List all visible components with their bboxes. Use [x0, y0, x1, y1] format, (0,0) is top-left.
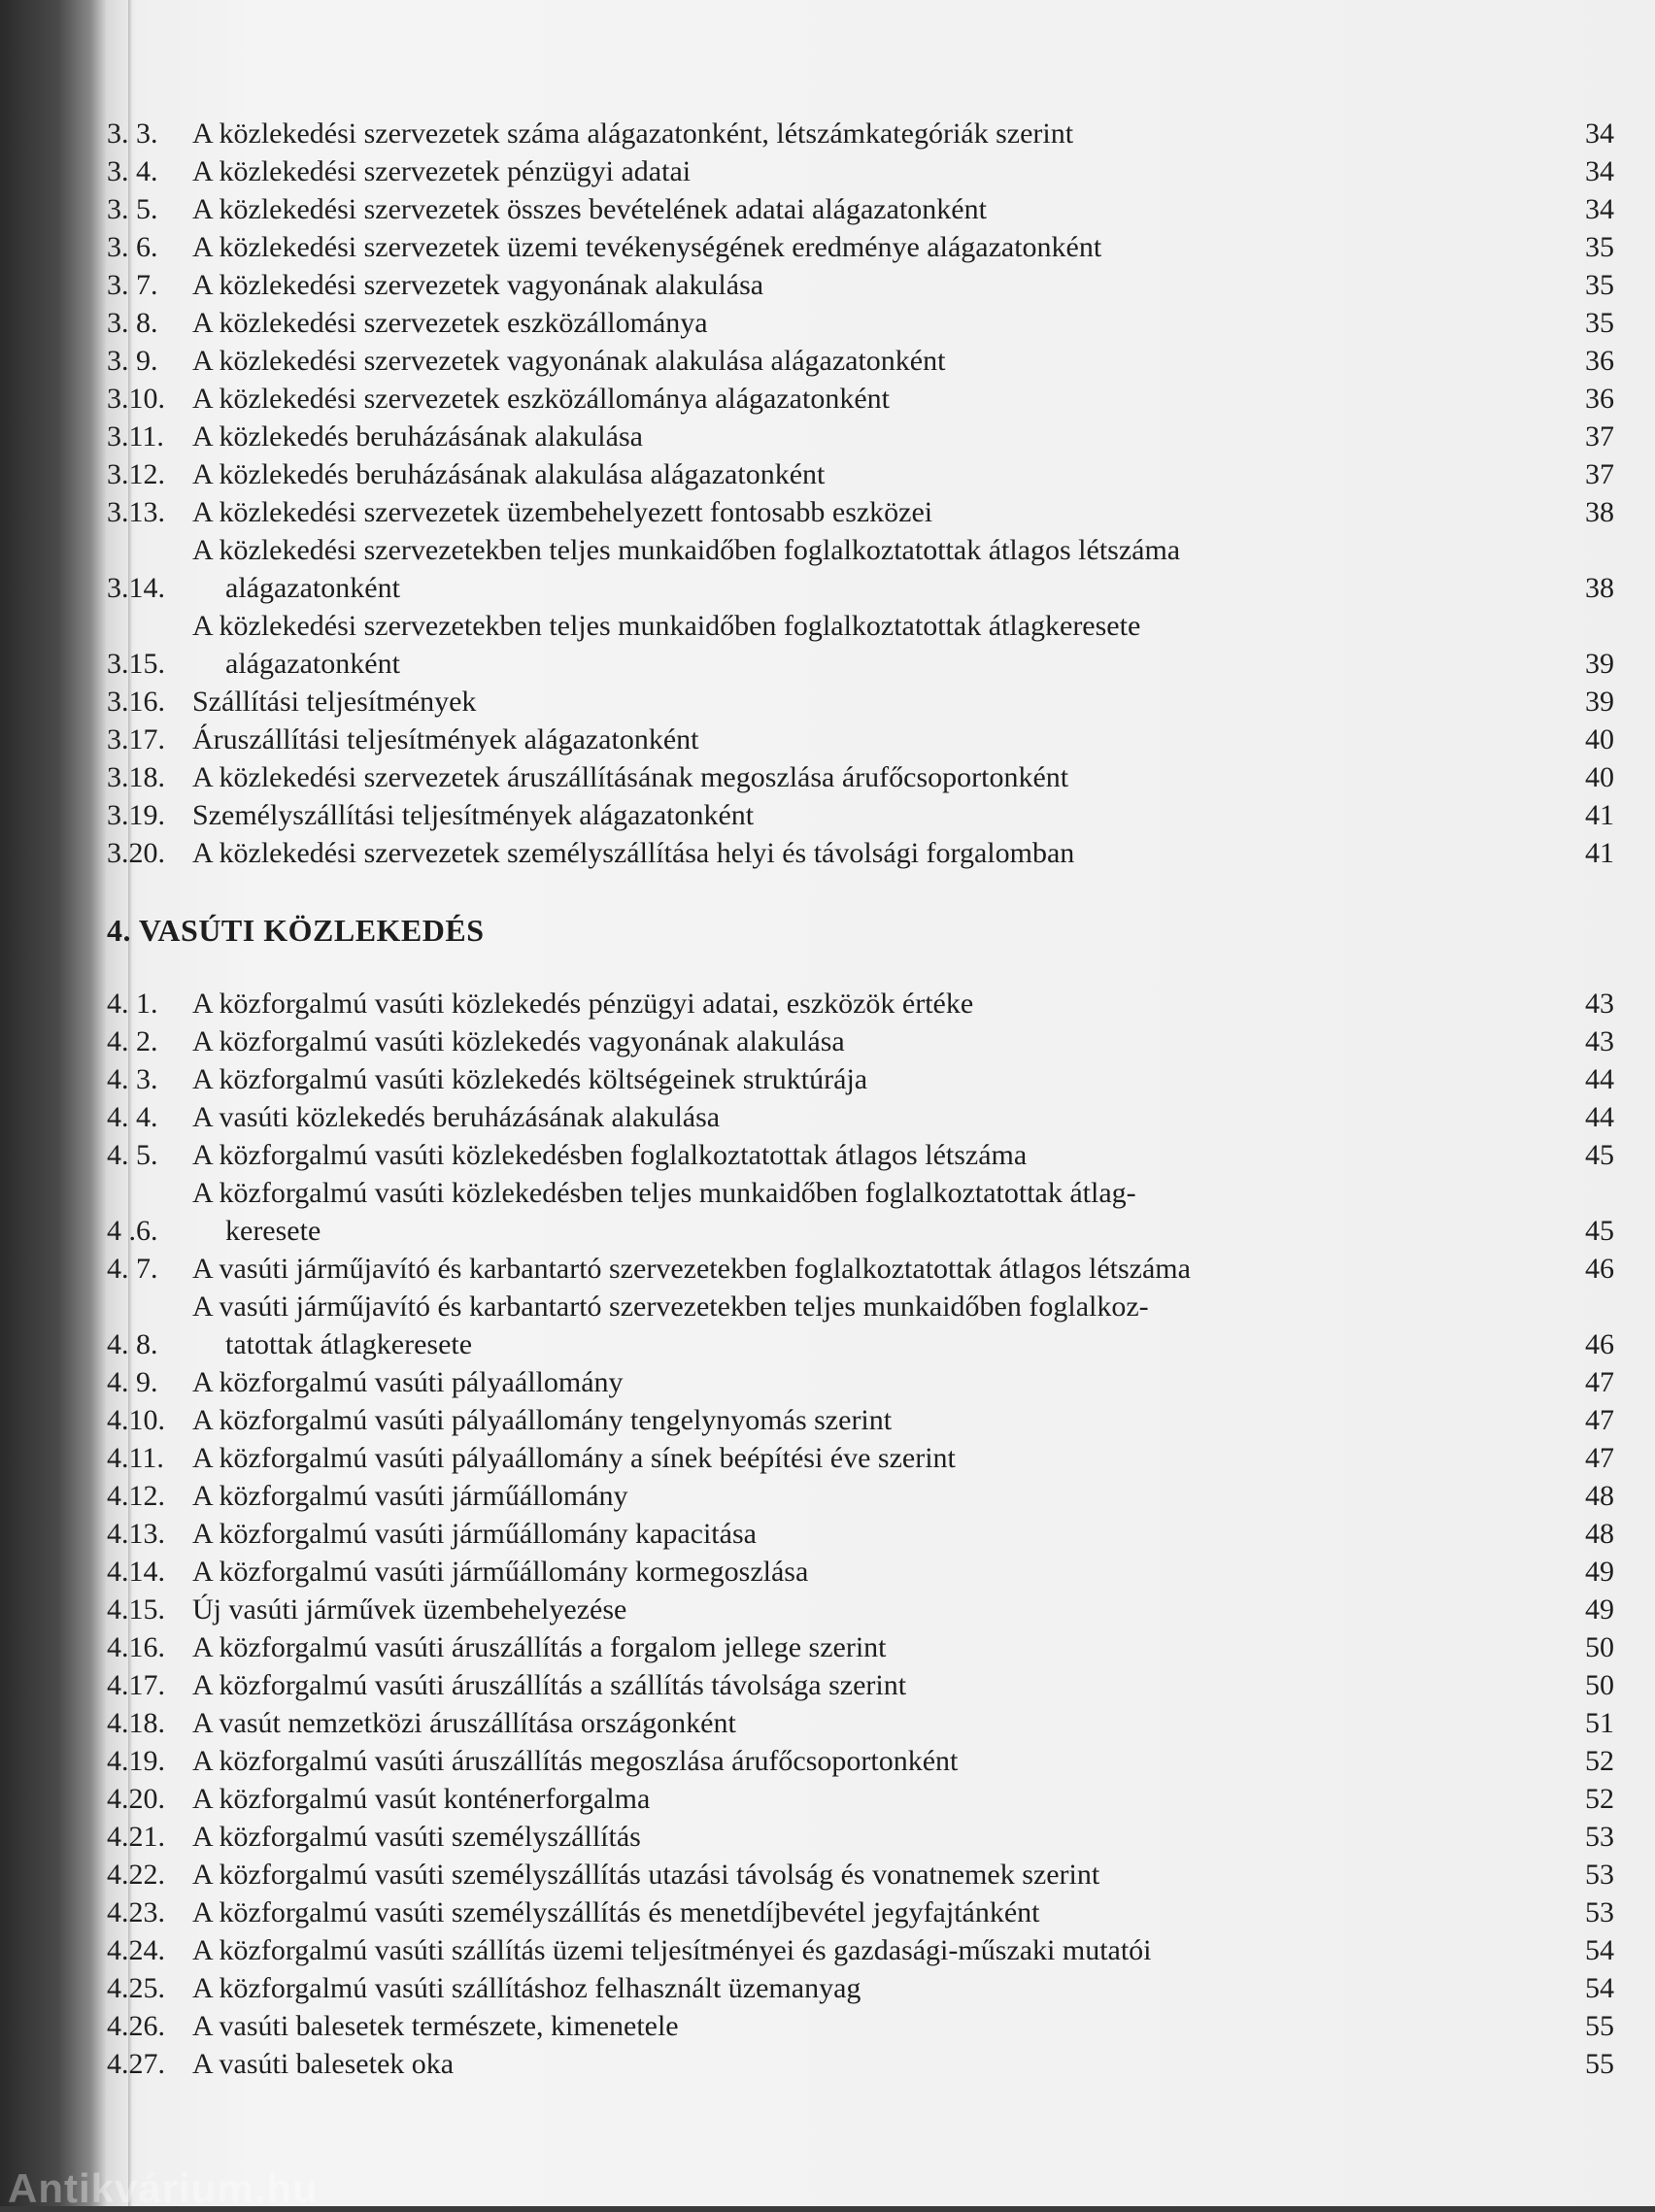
toc-entry-page: 47: [1585, 1442, 1614, 1474]
toc-entry-number: 4.17.: [107, 1669, 165, 1701]
toc-entry-title: [192, 342, 1556, 380]
toc-entry-number: 4. 3.: [107, 1063, 158, 1095]
toc-entry-title: [192, 1931, 1556, 1969]
toc-entry-title-text: A közlekedési szervezetek üzemi tevékenységének eredménye alágazatonként: [192, 231, 1102, 263]
toc-entry-title: [192, 1628, 1556, 1666]
toc-entry-number: 4.19.: [107, 1745, 165, 1777]
toc-entry-number: 4.22.: [107, 1859, 165, 1891]
toc-entry-title-text: A közlekedési szervezetek üzembehelyezett fontosabb eszközei: [192, 496, 933, 528]
toc-entry: [107, 152, 1614, 190]
toc-entry-title-text: A közforgalmú vasúti járműállomány: [192, 1480, 628, 1512]
toc-entry-title-text: A közlekedési szervezetek pénzügyi adatai: [192, 155, 692, 187]
toc-entry-title-continuation: alágazatonként: [225, 648, 400, 680]
toc-entry: [107, 607, 1614, 683]
toc-entry-title-text: A közforgalmú vasúti közlekedés vagyonának alakulása: [192, 1025, 845, 1057]
toc-entry-page: 41: [1585, 799, 1614, 831]
toc-entry-number: 3.10.: [107, 383, 165, 415]
toc-entry: [107, 1401, 1614, 1439]
toc-entry-title: [192, 985, 1556, 1022]
toc-entry-page: 55: [1585, 2010, 1614, 2042]
toc-entry: [107, 228, 1614, 266]
toc-entry: [107, 1704, 1614, 1742]
toc-section-4: [107, 985, 1614, 2083]
toc-entry-title: [192, 1401, 1556, 1439]
toc-entry-number: 3. 5.: [107, 193, 158, 225]
toc-entry-title: [192, 1174, 1556, 1250]
toc-entry-title-text: A vasúti járműjavító és karbantartó szervezetekben teljes munkaidőben foglalkoz-: [192, 1290, 1149, 1323]
toc-entry: [107, 380, 1614, 418]
toc-entry-title-text: A közforgalmú vasúti járműállomány kormegoszlása: [192, 1556, 809, 1588]
toc-entry: [107, 1591, 1614, 1628]
toc-entry-title-text: A közlekedés beruházásának alakulása: [192, 420, 643, 452]
toc-entry-number: 4. 9.: [107, 1366, 158, 1398]
toc-entry-title: [192, 1098, 1556, 1136]
toc-entry-number: 4. 2.: [107, 1025, 158, 1057]
toc-entry-title-text: A vasúti balesetek természete, kimenetele: [192, 2010, 679, 2042]
toc-entry: [107, 115, 1614, 152]
toc-entry: [107, 1174, 1614, 1250]
toc-entry-title-text: A közlekedési szervezetek összes bevételének adatai alágazatonként: [192, 193, 987, 225]
toc-entry-page: 50: [1585, 1631, 1614, 1663]
toc-entry: [107, 758, 1614, 796]
toc-entry-title: [192, 493, 1556, 531]
toc-entry-title: [192, 796, 1556, 834]
toc-entry-title: [192, 1856, 1556, 1894]
toc-entry-title: [192, 2007, 1556, 2045]
toc-entry-title: [192, 531, 1556, 607]
toc-entry-number: 4.16.: [107, 1631, 165, 1663]
toc-entry: [107, 1931, 1614, 1969]
toc-entry-title-text: A vasúti balesetek oka: [192, 2048, 455, 2080]
toc-entry: [107, 1098, 1614, 1136]
toc-entry-title-text: A közforgalmú vasúti szállításhoz felhasznált üzemanyag: [192, 1972, 861, 2004]
toc-entry-title: [192, 228, 1556, 266]
toc-entry-page: 47: [1585, 1366, 1614, 1398]
toc-entry-title: [192, 1704, 1556, 1742]
toc-entry-page: 44: [1585, 1101, 1614, 1133]
toc-entry-title-text: A közlekedés beruházásának alakulása alágazatonként: [192, 458, 826, 490]
toc-entry-number: 3.14.: [107, 572, 165, 604]
toc-entry-number: 3. 4.: [107, 155, 158, 187]
toc-entry-page: 36: [1585, 383, 1614, 415]
toc-entry-number: 4.10.: [107, 1404, 165, 1436]
toc-entry-page: 49: [1585, 1593, 1614, 1625]
toc-entry: [107, 1628, 1614, 1666]
toc-entry: [107, 1742, 1614, 1780]
toc-entry: [107, 1477, 1614, 1515]
toc-entry-number: 3. 7.: [107, 269, 158, 301]
toc-entry-page: 37: [1585, 458, 1614, 490]
toc-entry-number: 4.14.: [107, 1556, 165, 1588]
toc-entry-number: 4.23.: [107, 1896, 165, 1928]
toc-entry-title-text: A közforgalmú vasúti szállítás üzemi teljesítményei és gazdasági-műszaki mutatói: [192, 1934, 1152, 1966]
toc-entry-page: 34: [1585, 117, 1614, 150]
toc-entry-number: 3. 6.: [107, 231, 158, 263]
toc-entry-title-text: A közforgalmú vasúti pályaállomány a sínek beépítési éve szerint: [192, 1442, 956, 1474]
toc-entry-title: [192, 1515, 1556, 1553]
toc-entry-number: 4.21.: [107, 1821, 165, 1853]
toc-entry-title-text: A közforgalmú vasúti áruszállítás a forgalom jellege szerint: [192, 1631, 887, 1663]
toc-entry: [107, 342, 1614, 380]
toc-entry-title-continuation: keresete: [225, 1215, 321, 1247]
toc-entry: [107, 190, 1614, 228]
toc-entry-number: 4.18.: [107, 1707, 165, 1739]
toc-entry-page: 45: [1585, 1139, 1614, 1171]
toc-section-3: [107, 115, 1614, 872]
toc-entry-page: 38: [1585, 496, 1614, 528]
toc-entry-title-text: A közforgalmú vasúti személyszállítás utazási távolság és vonatnemek szerint: [192, 1859, 1100, 1891]
toc-entry: [107, 1780, 1614, 1818]
book-spine-shadow: [0, 0, 107, 2206]
toc-entry-page: 44: [1585, 1063, 1614, 1095]
toc-entry-number: 3.18.: [107, 761, 165, 793]
toc-entry-title: [192, 1363, 1556, 1401]
toc-entry-title: [192, 1553, 1556, 1591]
toc-entry-title-text: A közlekedési szervezetekben teljes munkaidőben foglalkoztatottak átlagkeresete: [192, 610, 1141, 642]
toc-entry-number: 3. 3.: [107, 117, 158, 150]
toc-entry-title-text: A közforgalmú vasúti járműállomány kapacitása: [192, 1518, 757, 1550]
toc-entry: [107, 1288, 1614, 1363]
toc-entry-page: 48: [1585, 1480, 1614, 1512]
toc-entry-title: [192, 152, 1556, 190]
toc-entry-page: 45: [1585, 1215, 1614, 1247]
toc-entry-number: 4.27.: [107, 2048, 165, 2080]
table-of-contents: [107, 115, 1614, 2083]
toc-entry-page: 43: [1585, 988, 1614, 1020]
toc-entry-title: [192, 304, 1556, 342]
toc-entry-number: 3. 8.: [107, 307, 158, 339]
toc-entry-title: [192, 1022, 1556, 1060]
toc-entry-title-text: A közlekedési szervezetekben teljes munkaidőben foglalkoztatottak átlagos létszáma: [192, 534, 1181, 566]
toc-entry-title: [192, 1818, 1556, 1856]
toc-entry-title-text: A közlekedési szervezetek áruszállításának megoszlása árufőcsoportonként: [192, 761, 1069, 793]
toc-entry-title: [192, 683, 1556, 721]
toc-entry-number: 3.19.: [107, 799, 165, 831]
toc-entry-title: [192, 1742, 1556, 1780]
toc-entry-page: 35: [1585, 231, 1614, 263]
toc-entry-number: 4. 5.: [107, 1139, 158, 1171]
toc-entry-title-text: Új vasúti járművek üzembehelyezése: [192, 1593, 627, 1625]
toc-entry-title: [192, 834, 1556, 872]
toc-entry-page: 48: [1585, 1518, 1614, 1550]
toc-entry-page: 35: [1585, 307, 1614, 339]
toc-entry-page: 53: [1585, 1859, 1614, 1891]
toc-entry: [107, 985, 1614, 1022]
toc-entry: [107, 2045, 1614, 2083]
toc-entry: [107, 266, 1614, 304]
toc-entry-title: [192, 2045, 1556, 2083]
toc-entry-title-text: A vasúti közlekedés beruházásának alakulása: [192, 1101, 721, 1133]
toc-entry: [107, 2007, 1614, 2045]
toc-entry: [107, 1969, 1614, 2007]
toc-entry-number: 4.11.: [107, 1442, 164, 1474]
toc-entry: [107, 834, 1614, 872]
toc-entry-page: 47: [1585, 1404, 1614, 1436]
toc-entry-page: 54: [1585, 1972, 1614, 2004]
toc-entry-title: [192, 266, 1556, 304]
toc-entry-title-text: A közforgalmú vasúti pályaállomány: [192, 1366, 624, 1398]
toc-entry-number: 4.25.: [107, 1972, 165, 2004]
toc-entry-title-text: A közforgalmú vasúti áruszállítás a szállítás távolsága szerint: [192, 1669, 907, 1701]
toc-entry-number: 4 .6.: [107, 1215, 158, 1247]
toc-entry: [107, 1022, 1614, 1060]
toc-entry-number: 3.15.: [107, 648, 165, 680]
toc-entry-title-text: A vasúti járműjavító és karbantartó szervezetekben foglalkoztatottak átlagos létszáma: [192, 1253, 1191, 1285]
toc-entry-page: 39: [1585, 648, 1614, 680]
section-heading-vasuti: 4. VASÚTI KÖZLEKEDÉS: [107, 913, 485, 948]
toc-entry: [107, 304, 1614, 342]
toc-entry-page: 34: [1585, 193, 1614, 225]
toc-entry-title: [192, 607, 1556, 683]
toc-entry-number: 3.20.: [107, 837, 165, 869]
toc-entry-title-text: Szállítási teljesítmények: [192, 686, 477, 718]
toc-entry: [107, 1818, 1614, 1856]
toc-entry: [107, 1250, 1614, 1288]
toc-entry-page: 53: [1585, 1821, 1614, 1853]
toc-entry-title-text: A közforgalmú vasút konténerforgalma: [192, 1783, 651, 1815]
toc-entry-page: 46: [1585, 1253, 1614, 1285]
toc-entry-title: [192, 380, 1556, 418]
toc-entry-number: 4. 4.: [107, 1101, 158, 1133]
toc-entry-number: 4.26.: [107, 2010, 165, 2042]
toc-entry-number: 4.12.: [107, 1480, 165, 1512]
toc-entry: [107, 683, 1614, 721]
toc-entry-page: 54: [1585, 1934, 1614, 1966]
toc-entry-title: [192, 115, 1556, 152]
toc-entry-title-continuation: alágazatonként: [225, 572, 400, 604]
toc-entry-page: 53: [1585, 1896, 1614, 1928]
toc-entry-title-text: Áruszállítási teljesítmények alágazatonként: [192, 723, 699, 755]
toc-entry-title: [192, 455, 1556, 493]
toc-entry-page: 41: [1585, 837, 1614, 869]
toc-entry-title: [192, 190, 1556, 228]
toc-entry: [107, 1515, 1614, 1553]
toc-entry-title: [192, 721, 1556, 758]
toc-entry-page: 36: [1585, 345, 1614, 377]
toc-entry: [107, 418, 1614, 455]
toc-entry-title: [192, 1477, 1556, 1515]
toc-entry-page: 46: [1585, 1328, 1614, 1360]
toc-entry-page: 52: [1585, 1783, 1614, 1815]
toc-entry: [107, 796, 1614, 834]
toc-entry-number: 4.24.: [107, 1934, 165, 1966]
toc-entry-number: 4. 7.: [107, 1253, 158, 1285]
toc-entry-page: 51: [1585, 1707, 1614, 1739]
toc-entry-title: [192, 1250, 1556, 1288]
toc-entry-title-text: A közforgalmú vasúti közlekedés költségeinek struktúrája: [192, 1063, 868, 1095]
toc-entry: [107, 721, 1614, 758]
toc-entry-page: 38: [1585, 572, 1614, 604]
toc-entry: [107, 1136, 1614, 1174]
toc-entry-title: [192, 418, 1556, 455]
toc-entry-title: [192, 758, 1556, 796]
toc-entry: [107, 1666, 1614, 1704]
toc-entry-title: [192, 1591, 1556, 1628]
toc-entry-title: [192, 1894, 1556, 1931]
toc-entry-number: 3.13.: [107, 496, 165, 528]
toc-entry: [107, 1363, 1614, 1401]
toc-entry-title: [192, 1780, 1556, 1818]
toc-entry: [107, 1553, 1614, 1591]
toc-entry: [107, 493, 1614, 531]
toc-entry-title-text: A közlekedési szervezetek vagyonának alakulása alágazatonként: [192, 345, 946, 377]
watermark: Antikvárium.hu: [8, 2165, 319, 2211]
toc-entry-page: 39: [1585, 686, 1614, 718]
toc-entry-number: 3.17.: [107, 723, 165, 755]
toc-entry-page: 49: [1585, 1556, 1614, 1588]
toc-entry-title-text: A közlekedési szervezetek eszközállománya alágazatonként: [192, 383, 890, 415]
toc-entry-title-text: A közforgalmú vasúti közlekedés pénzügyi adatai, eszközök értéke: [192, 988, 974, 1020]
toc-entry: [107, 531, 1614, 607]
toc-entry-title: [192, 1288, 1556, 1363]
toc-entry-number: 3.11.: [107, 420, 164, 452]
toc-entry-title: [192, 1666, 1556, 1704]
toc-entry-page: 35: [1585, 269, 1614, 301]
toc-entry: [107, 455, 1614, 493]
toc-entry-title-text: A közforgalmú vasúti közlekedésben foglalkoztatottak átlagos létszáma: [192, 1139, 1028, 1171]
toc-entry-number: 4.13.: [107, 1518, 165, 1550]
toc-entry-number: 3. 9.: [107, 345, 158, 377]
toc-entry-number: 3.16.: [107, 686, 165, 718]
toc-entry-title-continuation: tatottak átlagkeresete: [225, 1328, 473, 1360]
toc-entry-number: 4.20.: [107, 1783, 165, 1815]
toc-entry-title-text: A közlekedési szervezetek száma alágazatonként, létszámkategóriák szerint: [192, 117, 1074, 150]
toc-entry-number: 4.15.: [107, 1593, 165, 1625]
toc-entry: [107, 1894, 1614, 1931]
toc-entry-number: 4. 8.: [107, 1328, 158, 1360]
toc-entry-title-text: A közforgalmú vasúti személyszállítás: [192, 1821, 641, 1853]
toc-entry-title: [192, 1439, 1556, 1477]
toc-entry-page: 37: [1585, 420, 1614, 452]
toc-entry-title-text: A közforgalmú vasúti közlekedésben teljes munkaidőben foglalkoztatottak átlag-: [192, 1177, 1136, 1209]
toc-entry: [107, 1856, 1614, 1894]
toc-entry-page: 52: [1585, 1745, 1614, 1777]
toc-entry-page: 40: [1585, 723, 1614, 755]
toc-entry-title-text: A közlekedési szervezetek eszközállománya: [192, 307, 708, 339]
toc-entry-title: [192, 1136, 1556, 1174]
toc-entry: [107, 1060, 1614, 1098]
toc-entry: [107, 1439, 1614, 1477]
toc-entry-page: 50: [1585, 1669, 1614, 1701]
toc-entry-page: 43: [1585, 1025, 1614, 1057]
toc-entry-title-text: A vasút nemzetközi áruszállítása országonként: [192, 1707, 736, 1739]
toc-entry-page: 34: [1585, 155, 1614, 187]
toc-entry-title: [192, 1969, 1556, 2007]
toc-entry-title: [192, 1060, 1556, 1098]
toc-entry-title-text: A közlekedési szervezetek vagyonának alakulása: [192, 269, 764, 301]
toc-entry-title-text: A közforgalmú vasúti áruszállítás megoszlása árufőcsoportonként: [192, 1745, 959, 1777]
toc-entry-page: 55: [1585, 2048, 1614, 2080]
toc-entry-title-text: A közforgalmú vasúti pályaállomány tengelynyomás szerint: [192, 1404, 893, 1436]
toc-entry-page: 40: [1585, 761, 1614, 793]
toc-entry-number: 3.12.: [107, 458, 165, 490]
toc-entry-title-text: Személyszállítási teljesítmények alágazatonként: [192, 799, 755, 831]
toc-entry-number: 4. 1.: [107, 988, 158, 1020]
toc-entry-title-text: A közforgalmú vasúti személyszállítás és menetdíjbevétel jegyfajtánként: [192, 1896, 1040, 1928]
toc-entry-title-text: A közlekedési szervezetek személyszállítása helyi és távolsági forgalomban: [192, 837, 1075, 869]
